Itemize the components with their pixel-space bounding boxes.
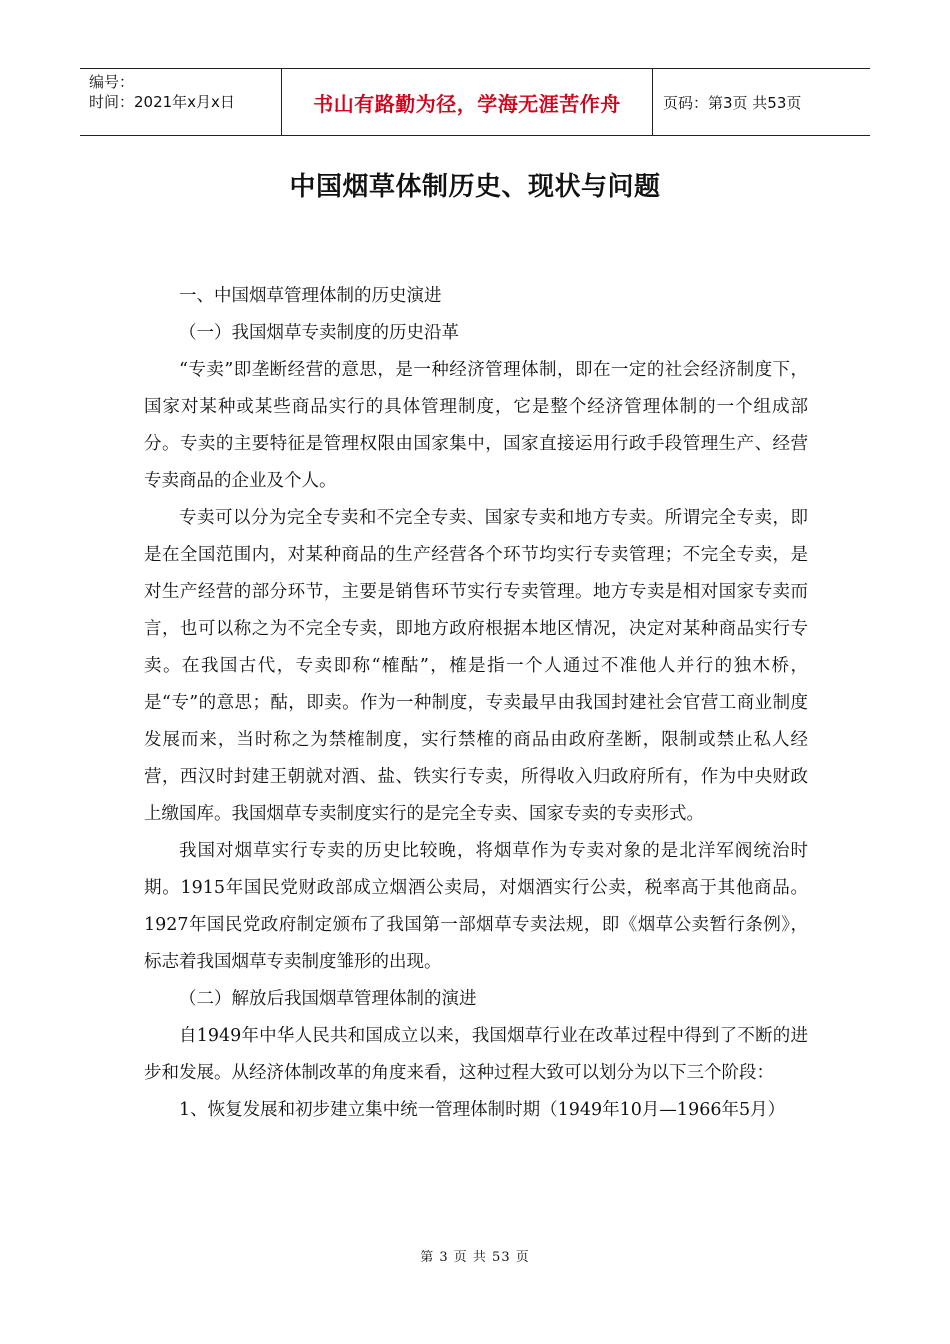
date-label: 时间：2021年x月x日: [89, 93, 235, 111]
header-meta: [80, 69, 281, 135]
body-paragraph: 我国对烟草实行专卖的历史比较晚，将烟草作为专卖对象的是北洋军阀统治时期。1915年国民党财政部成立烟酒公卖局，对烟酒实行公卖，税率高于其他商品。1927年国民党政府制定颁布了我国第一部烟草专卖法规，即《烟草公卖暂行条例》，标志着我国烟草专卖制度雏形的出现。: [144, 841, 808, 972]
body-paragraph: 专卖可以分为完全专卖和不完全专卖、国家专卖和地方专卖。所谓完全专卖，即是在全国范围内，对某种商品的生产经营各个环节均实行专卖管理；不完全专卖，是对生产经营的部分环节，主要是销售环节实行专卖管理。地方专卖是相对国家专卖而言，也可以称之为不完全专卖，即地方政府根据本地区情况，决定对某种商品实行专卖。在我国古代，专卖即称“榷酤”，榷是指一个人通过不准他人并行的独木桥，是“专”的意思；酤，即卖。作为一种制度，专卖最早由我国封建社会官营工商业制度发展而来，当时称之为禁榷制度，实行禁榷的商品由政府垄断，限制或禁止私人经营，西汉时封建王朝就对酒、盐、铁实行专卖，所得收入归政府所有，作为中央财政上缴国库。我国烟草专卖制度实行的是完全专卖、国家专卖的专卖形式。: [144, 508, 808, 824]
body-paragraph: “专卖”即垄断经营的意思，是一种经济管理体制，即在一定的社会经济制度下，国家对某种或某些商品实行的具体管理制度，它是整个经济管理体制的一个组成部分。专卖的主要特征是管理权限由国家集中，国家直接运用行政手段管理生产、经营专卖商品的企业及个人。: [144, 360, 808, 491]
document-title: 中国烟草体制历史、现状与问题: [289, 172, 661, 202]
header-motto: 书山有路勤为径，学海无涯苦作舟: [281, 69, 653, 135]
subsection-heading: （一）我国烟草专卖制度的历史沿革: [179, 323, 459, 343]
list-heading: 1、恢复发展和初步建立集中统一管理体制时期（1949年10月—1966年5月）: [179, 1100, 786, 1120]
body-paragraph: 自1949年中华人民共和国成立以来，我国烟草行业在改革过程中得到了不断的进步和发展。从经济体制改革的角度来看，这种过程大致可以划分为以下三个阶段：: [144, 1026, 808, 1083]
subsection-heading: （二）解放后我国烟草管理体制的演进: [179, 989, 477, 1009]
document-body: [144, 278, 808, 1129]
page-header: [80, 68, 870, 136]
header-page-info: 页码：第3页 共53页: [663, 93, 802, 112]
number-label: 编号：: [89, 73, 135, 91]
section-heading: 一、中国烟草管理体制的历史演进: [179, 286, 442, 306]
page-footer: 第 3 页 共 53 页: [420, 1250, 530, 1265]
